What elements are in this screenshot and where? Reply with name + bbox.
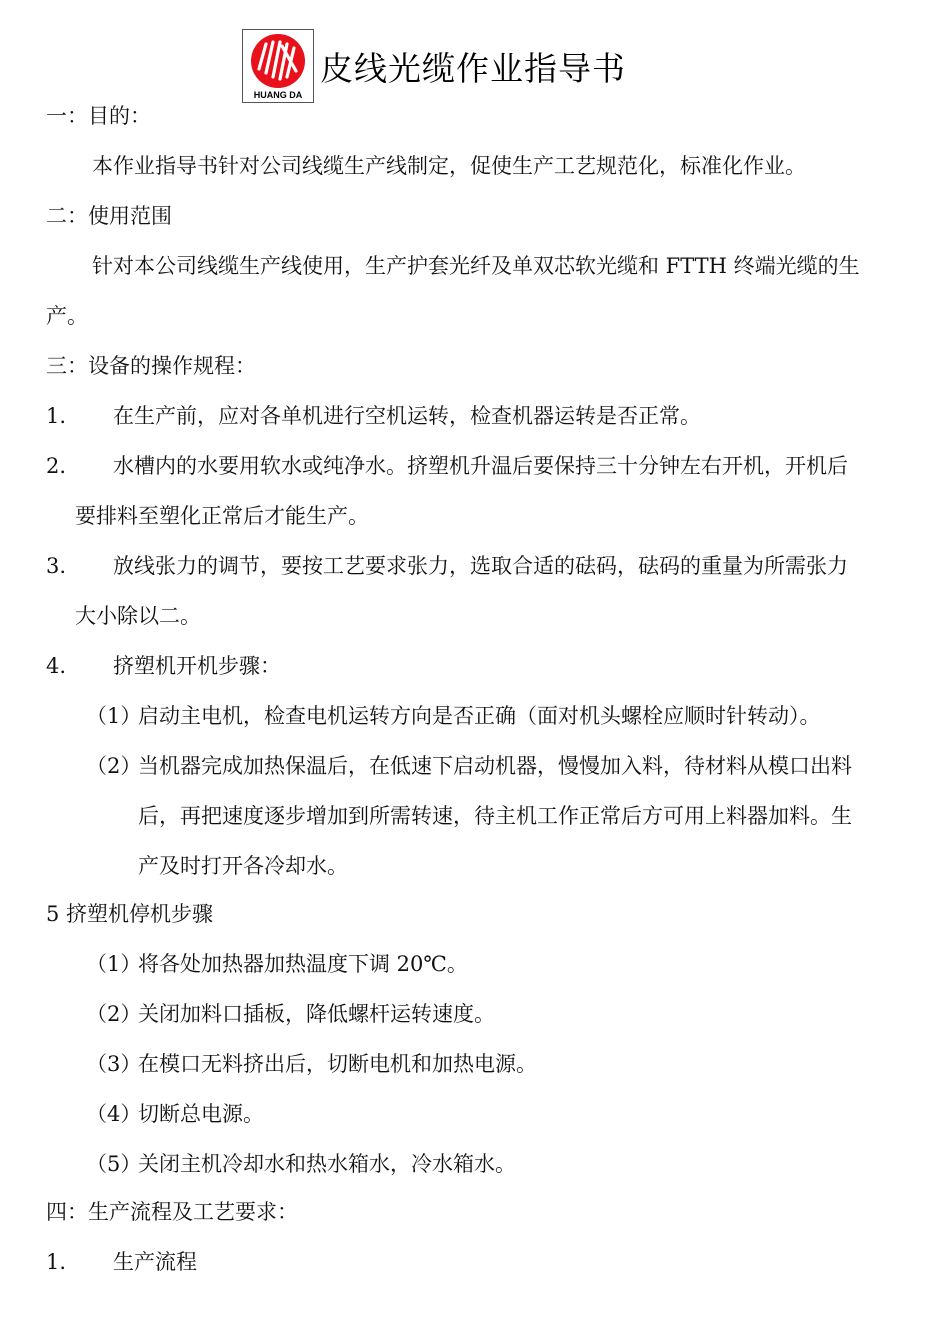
s3-item-4-sub-2-text-line-3: 产及时打开各冷却水。 [138,854,348,878]
s3-item-5-sub-3-text: 在模口无料挤出后，切断电机和加热电源。 [138,1052,537,1076]
s3-item-4-sub-2-text-line-2: 后，再把速度逐步增加到所需转速，待主机工作正常后方可用上料器加料。生 [138,804,852,828]
section-3-heading: 三：设备的操作规程： [46,354,256,378]
logo-text: HUANG DA [253,90,303,100]
s3-item-5-sub-2-number: （2） [86,1002,142,1026]
s3-item-5-sub-1-text: 将各处加热器加热温度下调 20℃。 [138,952,468,976]
s3-item-4-sub-1-text: 启动主电机，检查电机运转方向是否正确（面对机头螺栓应顺时针转动）。 [138,704,821,728]
s3-item-5-sub-1-number: （1） [86,952,142,976]
s3-item-2-text-line-2: 要排料至塑化正常后才能生产。 [75,504,369,528]
s3-item-3-text-line-1: 放线张力的调节，要按工艺要求张力，选取合适的砝码，砝码的重量为所需张力 [113,554,848,578]
s3-item-3-number: 3. [46,554,67,578]
s3-item-5-sub-4-number: （4） [86,1102,142,1126]
s3-item-5-sub-5-number: （5） [86,1152,142,1176]
section-2-body-line-2: 产。 [46,304,88,328]
section-4-heading: 四：生产流程及工艺要求： [46,1200,298,1224]
document-title: 皮线光缆作业指导书 [320,48,626,88]
s3-item-5-sub-2-text: 关闭加料口插板，降低螺杆运转速度。 [138,1002,495,1026]
s4-item-1-text: 生产流程 [113,1250,197,1274]
s3-item-4-number: 4. [46,654,67,678]
company-logo [242,29,314,103]
section-2-heading: 二：使用范围 [46,204,172,228]
s3-item-4-sub-1-number: （1） [86,704,142,728]
s3-item-2-number: 2. [46,454,67,478]
section-1-body: 本作业指导书针对公司线缆生产线制定，促使生产工艺规范化，标准化作业。 [92,154,806,178]
s3-item-2-text-line-1: 水槽内的水要用软水或纯净水。挤塑机升温后要保持三十分钟左右开机，开机后 [113,454,848,478]
s4-item-1-number: 1. [46,1250,67,1274]
s3-item-1-text: 在生产前，应对各单机进行空机运转，检查机器运转是否正常。 [113,404,701,428]
s3-item-3-text-line-2: 大小除以二。 [75,604,201,628]
document-header [242,28,626,104]
huangda-logo-icon [249,33,307,89]
section-2-body-line-1: 针对本公司线缆生产线使用，生产护套光纤及单双芯软光缆和 FTTH 终端光缆的生 [92,254,860,278]
s3-item-5-sub-5-text: 关闭主机冷却水和热水箱水，冷水箱水。 [138,1152,516,1176]
s3-item-4-sub-2-text-line-1: 当机器完成加热保温后，在低速下启动机器，慢慢加入料，待材料从模口出料 [138,754,852,778]
section-1-heading: 一：目的： [46,104,151,128]
s3-item-4-sub-2-number: （2） [86,754,142,778]
s3-item-5-sub-4-text: 切断总电源。 [138,1102,264,1126]
s3-item-1-number: 1. [46,404,67,428]
s3-item-4-text: 挤塑机开机步骤： [113,654,281,678]
s3-item-5-sub-3-number: （3） [86,1052,142,1076]
s3-item-5-heading: 5 挤塑机停机步骤 [46,902,214,926]
